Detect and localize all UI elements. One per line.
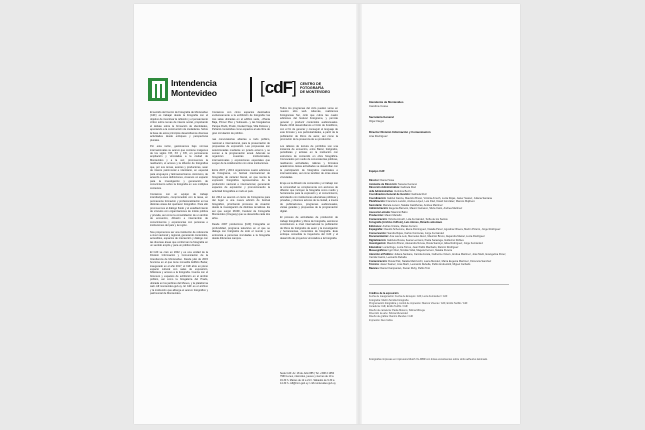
team-role: Comunicación: xyxy=(369,217,388,221)
paragraph: El CdF se creó en 2002 y es una unidad de la División Información y Comunicación de la Intendencia de Montevideo. Desde julio de 2015 funciona en el que tiene inmueble Edificio Bazar, inaugurado en el año 2017, el CdF abre en pleno espacio cultural con salas de exposición, biblioteca y acceso a la fotografía. Cuenta con el fotomuro y espacios de exhibición en el ámbito público, así como la fotogalería del Prado, ubicada en los jardines del Museo, y la plataforma web cdf.montevideo.gub.uy. El CdF es el archivo y la institución que alberga el acervo fotográfico y patrimonial de Montevideo. xyxy=(150,250,208,296)
credit-line: Diseño de gráfica: Ramiro Mendes / CdF xyxy=(369,315,414,319)
role-title: Secretaria General xyxy=(369,115,394,119)
role-name: Carolina Cosse xyxy=(369,103,389,108)
left-column-2 xyxy=(212,111,270,243)
team-names: Ana Laura Leis, Mercedes Alvez, Mauricio Bruno, Alejandra Maciel, Lucía Rodríguez xyxy=(389,235,485,238)
team-role: Conservación: xyxy=(369,231,387,235)
credit-line: Diseño de cartelería: Paola Moreno, Silvina Mitrega xyxy=(369,308,425,312)
team-names: Gabriela Díaz xyxy=(400,186,417,189)
team-names: Mauricio Bruno, Alexandra Novoa, Rosía Santoyo, Elisa Rodríguez, Jorge Fernández xyxy=(386,242,483,245)
paragraph: El proceso de actividades de producción de trabajo fotográfico y libros de fotografía, asimismo constituimos a nivel internacional la publicación de libros de fotógrafos de autor y la investigación y herramientas, contenidos de fotografía. Este enfoque consolida la trayectoria del CdF y el desarrollo de proyectos vinculados a la fotografía. xyxy=(280,216,338,240)
team-role: Coordinación: xyxy=(369,196,387,200)
team-role: Asesoría Letrada: xyxy=(369,210,391,214)
credit-line: Dirección de arte: Silvina Menéndez xyxy=(369,312,409,316)
team-names: Daniel Sosa xyxy=(380,179,395,182)
role-title: Director División Información y Comunicación xyxy=(369,130,431,134)
paragraph: Nos proponemos ser una institución de referencia a nivel nacional y regional, generando contenidos, accesibles, espacios de interacción y diálogo con las diversas áreas que conforman la fotografía en un sentido amplio y para un público diverso. xyxy=(150,230,208,248)
team-role: Educativa: xyxy=(369,245,382,249)
team-role: Bazares: xyxy=(369,266,380,270)
cdf-line2: FOTOGRAFÍA xyxy=(300,86,324,91)
cdf-logo: [cdF] xyxy=(260,78,297,97)
role-title: Intendente de Montevideo xyxy=(369,100,404,104)
role-secretaria xyxy=(369,116,509,123)
team-role: Dirección Administrativa: xyxy=(369,186,400,189)
team-names: Javier Suárez, José Martí, Leonardo Rebella, Pablo Andreolotti, Miguel Carballo xyxy=(380,263,471,266)
team-role: Espagrafía: xyxy=(369,228,383,231)
intendencia-line1: Intendencia xyxy=(171,78,217,88)
team-role: Planificación: xyxy=(369,200,386,203)
intendencia-logo-icon xyxy=(148,78,168,101)
intendencia-line2: Montevideo xyxy=(171,88,217,98)
credit-line: Impresión: Alex Iodice xyxy=(369,318,393,322)
team-role: Administración: xyxy=(369,207,389,210)
team-names: Victoria Amuch, Lola Fernández, Sofía de los Santos xyxy=(388,217,448,221)
paragraph: nas convocatorias abiertas a todo público, nacional e internacional, para la presentación de propuestas de exposición. Las propuestas son seleccionadas mediante un jurado externo y se suman a la programación anual. Además se organizan muestras institucionales, internacionales y exposiciones especiales que surgen de la colaboración con otras instituciones. xyxy=(212,138,270,166)
paragraph: Todos los programas del ciclo pueden verse en nuestro sitio web. Además, realizamos Fotogramas Sur, ciclo que cubre las cuatro ediciones del festival Fotograma, y permite generar y producir contenidos audiovisuales. Desde 2013 desarrollamos el Ciclo de Fotolibros, con el fin de generar y conseguir el lenguaje de este formato y sus particularidades, a partir de la publicación de libros de autor, así como la promoción de la presencia de su producción. xyxy=(280,107,338,142)
team-role: Digitalización: xyxy=(369,238,387,242)
team-role: Jefa Administrativa: xyxy=(369,189,394,193)
paragraph: Por esta razón, gestionamos bajo normas internacionales su acervo que contiene imágenes de los siglos XIX, XX y XXI, en permanente ampliación y vinculadas a la ciudad de Montevideo y a la vez, promovemos la realización, el acceso y la difusión de fotografías que, por sus temas, autores y productores, sean de interés patrimonial e identitario, en especial para uruguayos y latinoamericanos. Asimismo, de acuerdo a esos definiciones, creamos un espacio para la investigación y generación de conocimiento sobre la fotografía en sus múltiples contextos. xyxy=(150,145,208,190)
team-names: Francisco Landro, Andrea López, Luis Díaz, David González, Marcos Mujihero xyxy=(386,200,475,203)
exhibition-credits xyxy=(369,292,509,322)
role-director-division xyxy=(369,131,509,138)
print-note: Fotografías impresas en impresora Mutoh XL-MBR con tintas ecosolventes sobre vinilo adhesivo laminado. xyxy=(369,358,488,361)
cdf-line3: DE MONTEVIDEO xyxy=(300,90,331,95)
credit-line: Programación fotográfica y control de impresión: Marcos Vicente / CdF, Emilio Teófilo / CdF xyxy=(369,302,468,306)
team-role: Museográficos: xyxy=(369,249,388,252)
team-credits xyxy=(369,179,509,270)
team-names: Claudio Schenone, Elena Domínguez, Natalia Pérez, Agustina Olivera, Martín Pizarro, Jorge Rodríguez xyxy=(383,228,501,231)
team-role: Investigación: xyxy=(369,242,387,245)
team-names: Gabriela Rusca, Ileana Lezcano, Paola Sarazaga, Guillermo Robles xyxy=(386,238,464,242)
team-names: Eugenia Barreiro, Mauro Carrasco, Silvia Cairo, Andrea Martínez xyxy=(389,207,463,210)
team-names: Gabriela Ruiz xyxy=(411,193,427,196)
team-names: Sandra Rojas, Carlos Contreras, Jorge Fernández xyxy=(387,231,445,235)
cdf-line1: CENTRO DE xyxy=(300,82,322,86)
team-names: Igor Díaz, Nicolás Vidal, Magela Ferrero, Natalia Pereira xyxy=(388,249,453,252)
team-role: Coordinadora General de Gestión: xyxy=(369,193,411,196)
team-names: Daniel Campanian, Kieran Ruby, Pablo Toro xyxy=(380,266,431,270)
cdf-mark: cdF xyxy=(264,78,292,97)
team-credit-line xyxy=(369,253,509,260)
team-role: Director: xyxy=(369,179,380,182)
team-role: Fotografía (Archivo CdFom), Luis Alonso, Ricardo antoniazo xyxy=(369,221,443,224)
sede-info: Sede CdF: Av. 18 de Julio 885 | Tel. +598 2 1950 7960 Lunes, miércoles, jueves y viernes de 10 a 19.30 h. Martes de 12 a 21 h. Sábados de 9.30 a 14.30 h. cdf@imm.gub.uy / cdf.montevideo.gub.uy xyxy=(280,372,336,385)
team-role: Atención al Público: xyxy=(369,252,394,256)
team-role: Técnica: xyxy=(369,263,380,266)
team-role: Producción: xyxy=(369,214,384,217)
paragraph: Contamos con un equipo de trabajo interdisciplinario, comprometido con la tarea, en permanente formación y profesionalización en las distintas áreas del quehacer fotográfico. Para ello promovemos el diálogo fluido y el establecimiento de vínculos con organizaciones de índole pública y privada, así como la consolidación de un ámbito de encuentro, difusión e intercambio de conocimientos y experiencias con personas e instituciones del país y la región. xyxy=(150,192,208,228)
logo-row xyxy=(148,77,353,103)
equipo-title: Equipo CdF xyxy=(369,169,385,173)
paragraph: Los talleres de lectura de portfolios son una instancia de encuentro, entre Bazar, fotógrafos, periodistas y artistas en la institución con estructura de contenido en obra fotográfica. Convocados por medio de convocatorias públicas, realizamos actividades, talleres y formatos académicos. Estas actividades se desarrollan con la participación de fotógrafos nacionales e internacionales, así como también de otras áreas vinculadas. xyxy=(280,144,338,179)
left-column-3 xyxy=(280,107,338,243)
team-names: Andrés Urioste, Matías Ferrero xyxy=(382,224,418,228)
credit-line: Curaduría: CdF, Emilio Teófilo / CdF xyxy=(369,305,408,309)
paragraph: El eje es la difusión de contenidos y el trabajo con la comunidad se complementa con acciones de difusión que incluyen la fotografía como medio y herramienta para la expresión y el conocimiento, articulando con instituciones educativas públicas y privadas, y diversos actores de la ciudad, a través de publicaciones, programas audiovisuales, visitas guiadas y propuestas de la programación digital. xyxy=(280,182,338,213)
page-gutter xyxy=(356,4,362,424)
team-role: Ediciones: xyxy=(369,224,382,228)
left-column-1 xyxy=(150,111,208,299)
credit-line: Fecha de inauguración: Fecha de Ensayos: CdF, Lucía Fernández / CdF xyxy=(369,295,448,299)
team-names: Flavia Pisk, Natalia Mazzucchi, Laura Méndez, María Eugenia Martínez, Florencia Sanchez xyxy=(388,259,492,263)
team-role: Asistente de Dirección: xyxy=(369,182,398,186)
cdf-wordmark xyxy=(300,82,330,95)
logo-divider xyxy=(250,77,252,102)
role-name: Olga Otegui xyxy=(369,118,384,123)
brochure-spread xyxy=(134,4,520,424)
team-credit-line xyxy=(369,267,509,271)
role-name: Ana Rodríguez xyxy=(369,133,388,138)
credits-title: Créditos de la exposición xyxy=(369,292,399,295)
role-intendente xyxy=(369,101,509,108)
team-names: Lucía Ruge, Lucía Torres, Juan Pablo Machado, Ramiro Rodríguez xyxy=(382,245,459,249)
team-role: Documentación: xyxy=(369,235,389,238)
team-names: Juliana Santana, Camila Acosta, Catherine Oviers, Andrea Martínez, José Martí, Evangelina Pérez, Camila Castro, Leonardo Rebella xyxy=(369,252,507,259)
team-names: Susana Centeno xyxy=(398,182,418,186)
paragraph: El sentido del Centro de Fotografía de Montevideo (CdF) es trabajar desde la fotografía con el objetivo de incentivar la reflexión y el pensamiento crítico sobre temas de interés social, propiciando el debate sobre la formación de identidades, apuntando a la construcción de ciudadanía. Sobre la base de estos principios desarrollamos diversas actividades desde enfoques y perspectivas plurales. xyxy=(150,111,208,142)
team-role: Secretaría: xyxy=(369,203,383,207)
divider xyxy=(369,284,509,285)
credit-line: Fotografía: Martín Sorolla Fotografía xyxy=(369,298,409,302)
team-names: Gabriel García, Mauricio Bruno, Victoria Amuch, Lucía Rojas, Javier Suárez, Juliana Santana xyxy=(386,196,492,200)
intendencia-wordmark xyxy=(171,78,217,98)
paragraph: Entre 2007 y 2013 organizamos cuatro ediciones de Fotograma, un festival internacional de fotografía, de carácter bienal, en que reunía la expresión fotográfica representativa de la producción nacional e internacional, generando espacios de exposición y promocionando la actividad fotográfica en todo el país. xyxy=(212,168,270,193)
team-names: Mariela Lucero, Natalia Castiñeiras, Andrea Martínez xyxy=(382,203,443,207)
paragraph: Contamos con cinco espacios destinados exclusivamente a la exhibición de fotografía: las tres salas ubicadas en el edificio sede, –Planta Baja, Primer Piso y Subsuelo– y las fotogalerías Parque Rodó, Prado, Ciudad Vieja, Villa Dolores y Peñarol concebidas como espacios al aire libre de gran circulación de público. xyxy=(212,111,270,135)
paragraph: En 2014 se asumió el cierre de Fotograma para dar lugar a una nueva edición de festival fotográfico, priorizando procesos de creación desde la investigación de distintas temáticas. Es así que surgió MUFF, Festival de Fotografía Montevideo (Uruguay) que se desarrolla cada dos años. xyxy=(212,195,270,220)
team-names: Mauricio Babo xyxy=(391,210,408,214)
team-role: Comunicación: xyxy=(369,259,388,263)
team-names: Mauro Martello xyxy=(384,214,402,217)
team-names: Verónica Berrio xyxy=(393,189,412,193)
paragraph: Desde 2007 producimos [CdF] Fotografía en profundidad, programa televisivo en el que se dialoga con fotógrafos de todo el mundo y se entrevista a personas vinculadas a la fotografía desde diferentes campos. xyxy=(212,223,270,240)
